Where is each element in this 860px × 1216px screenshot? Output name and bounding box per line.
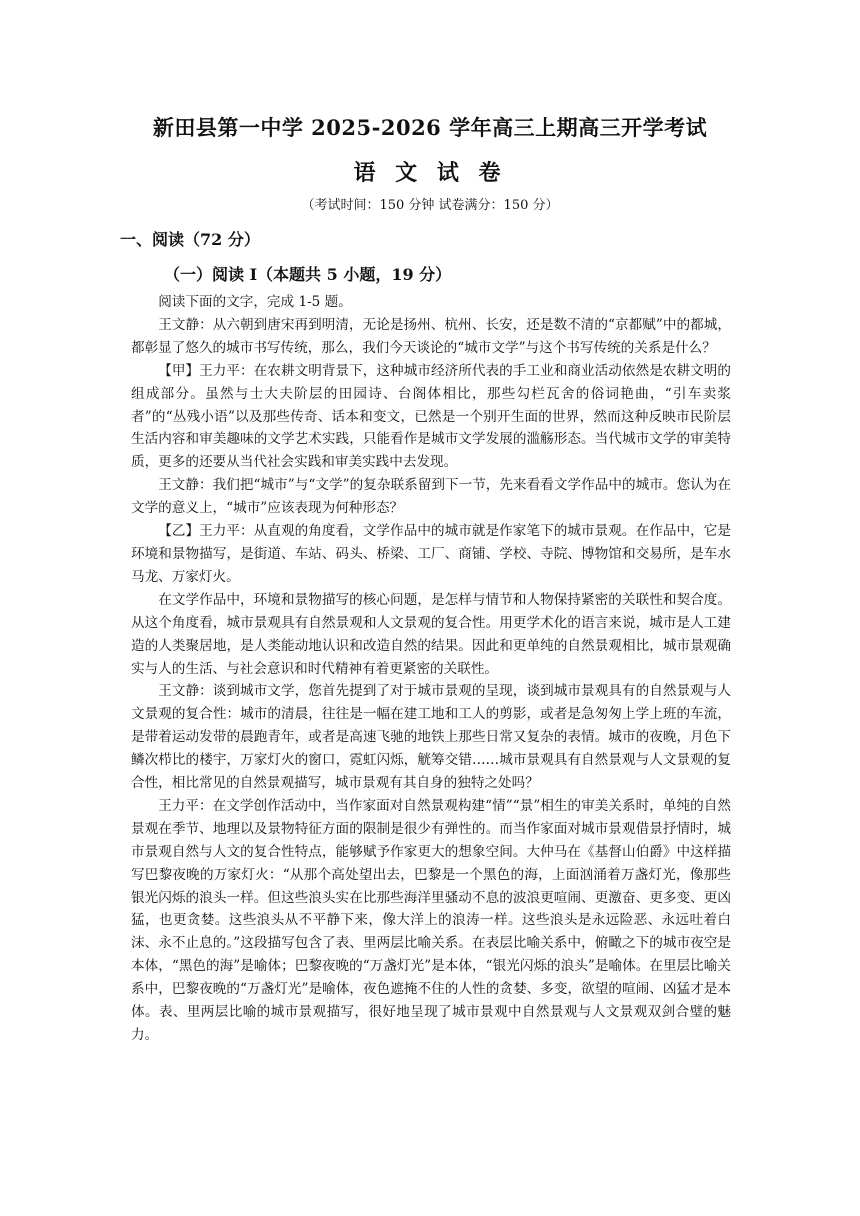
exam-title: 新田县第一中学 2025-2026 学年高三上期高三开学考试 — [152, 115, 708, 140]
reading-passage — [131, 291, 731, 1047]
passage-paragraph: 王文静：从六朝到唐宋再到明清，无论是扬州、杭州、长安，还是数不清的“京都赋”中的都城，都彰显了悠久的城市书写传统，那么，我们今天谈论的“城市文学”与这个书写传统的关系是什么？ — [131, 316, 731, 356]
section-heading-reading: 一、阅读（72 分） — [120, 230, 260, 249]
subject-title: 语 文 试 卷 — [353, 160, 507, 186]
subsection-heading-reading-1: （一）阅读 I（本题共 5 小题，19 分） — [164, 265, 452, 284]
passage-paragraph: 王文静：谈到城市文学，您首先提到了对于城市景观的呈现，谈到城市景观具有的自然景观与人文景观的复合性：城市的清晨，往往是一幅在建工地和工人的剪影，或者是急匆匆上学上班的车流，是带着运动发带的晨跑青年，或者是高速飞驰的地铁上那些日常又复杂的表情。城市的夜晚，月色下鳞次栉比的楼宇，万家灯火的窗口，霓虹闪烁，觥筹交错……城市景观具有自然景观与人文景观的复合性，相比常见的自然景观描写，城市景观有其自身的独特之处吗？ — [131, 683, 731, 792]
reading-instruction: 阅读下面的文字，完成 1-5 题。 — [158, 294, 352, 310]
passage-paragraph: 【甲】王力平：在农耕文明背景下，这种城市经济所代表的手工业和商业活动依然是农耕文明的组成部分。虽然与士大夫阶层的田园诗、台阁体相比，那些勾栏瓦舍的俗词艳曲，“引车卖浆者”的“丛残小语”以及那些传奇、话本和变文，已然是一个别开生面的世界，然而这种反映市民阶层生活内容和审美趣味的文学艺术实践，只能看作是城市文学发展的滥觞形态。当代城市文学的审美特质，更多的还要从当代社会实践和审美实践中去发现。 — [131, 362, 731, 471]
passage-paragraph: 王文静：我们把“城市”与“文学”的复杂联系留到下一节，先来看看文学作品中的城市。您认为在文学的意义上，“城市”应该表现为何种形态？ — [131, 477, 731, 517]
passage-paragraph: 王力平：在文学创作活动中，当作家面对自然景观构建“情”“景”相生的审美关系时，单纯的自然景观在季节、地理以及景物特征方面的限制是很少有弹性的。而当作家面对城市景观借景抒情时，城市景观自然与人文的复合性特点，能够赋予作家更大的想象空间。大仲马在《基督山伯爵》中这样描写巴黎夜晚的万家灯火：“从那个高处望出去，巴黎是一个黑色的海，上面汹涌着万盏灯光，像那些银光闪烁的浪头一样。但这些浪头实在比那些海洋里骚动不息的波浪更喧闹、更激奋、更多变、更凶猛，也更贪婪。这些浪头从不平静下来，像大洋上的浪涛一样。这些浪头是永远险恶、永远吐着白沫、永不止息的。”这段描写包含了表、里两层比喻关系。在表层比喻关系中，俯瞰之下的城市夜空是本体，“黑色的海”是喻体；巴黎夜晚的“万盏灯光”是本体，“银光闪烁的浪头”是喻体。在里层比喻关系中，巴黎夜晚的“万盏灯光”是喻体，夜色遮掩不住的人性的贪婪、多变，欲望的喧闹、凶猛才是本体。表、里两层比喻的城市景观描写，很好地呈现了城市景观中自然景观与人文景观双剑合璧的魅力。 — [131, 797, 731, 1043]
exam-info: （考试时间：150 分钟 试卷满分：150 分） — [301, 198, 559, 213]
passage-paragraph: 在文学作品中，环境和景物描写的核心问题，是怎样与情节和人物保持紧密的关联性和契合度。从这个角度看，城市景观具有自然景观和人文景观的复合性。用更学术化的语言来说，城市是人工建造的人类聚居地，是人类能动地认识和改造自然的结果。因此和更单纯的自然景观相比，城市景观确实与人的生活、与社会意识和时代精神有着更紧密的关联性。 — [131, 591, 731, 677]
passage-paragraph: 【乙】王力平：从直观的角度看，文学作品中的城市就是作家笔下的城市景观。在作品中，它是环境和景物描写，是街道、车站、码头、桥梁、工厂、商铺、学校、寺院、博物馆和交易所，是车水马龙、万家灯火。 — [131, 523, 731, 585]
